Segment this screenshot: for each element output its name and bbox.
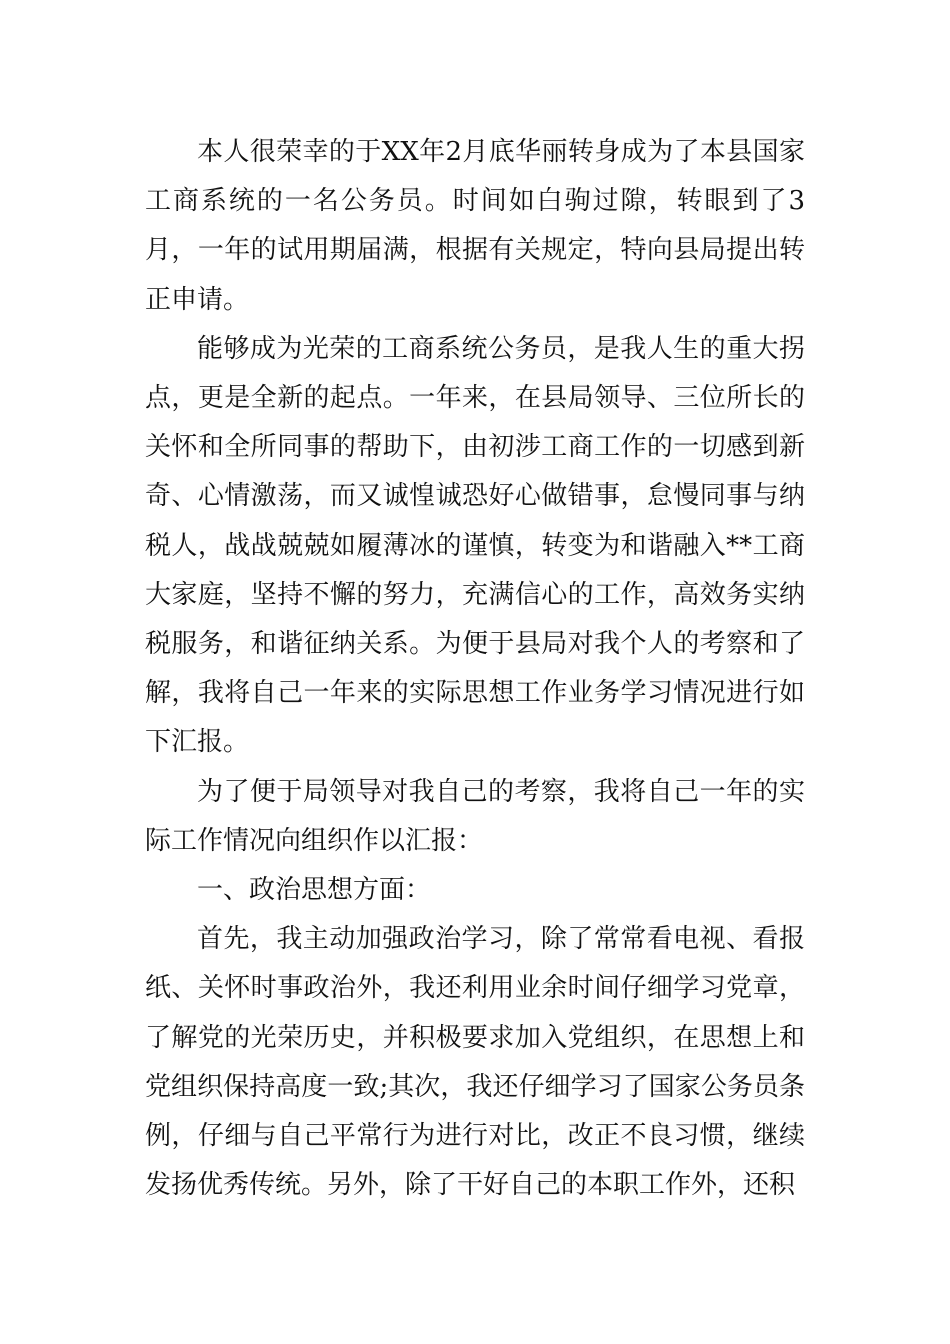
paragraph-intro: 本人很荣幸的于XX年2月底华丽转身成为了本县国家工商系统的一名公务员。时间如白驹过隙，转眼到了3月，一年的试用期届满，根据有关规定，特向县局提出转正申请。 — [145, 137, 805, 315]
document-body — [145, 128, 805, 1210]
paragraph-report-intro: 为了便于局领导对我自己的考察，我将自己一年的实际工作情况向组织作以汇报： — [145, 776, 805, 856]
paragraph-summary: 能够成为光荣的工商系统公务员，是我人生的重大拐点，更是全新的起点。一年来，在县局领导、三位所长的关怀和全所同事的帮助下，由初涉工商工作的一切感到新奇、心情激荡，而又诚惶诚恐好心做错事，怠慢同事与纳税人，战战兢兢如履薄冰的谨慎，转变为和谐融入**工商大家庭，坚持不懈的努力，充满信心的工作，高效务实纳税服务，和谐征纳关系。为便于县局对我个人的考察和了解，我将自己一年来的实际思想工作业务学习情况进行如下汇报。 — [145, 333, 805, 758]
paragraph-politics: 首先，我主动加强政治学习，除了常常看电视、看报纸、关怀时事政治外，我还利用业余时间仔细学习党章，了解党的光荣历史，并积极要求加入党组织，在思想上和党组织保持高度一致;其次，我还仔细学习了国家公务员条例，仔细与自己平常行为进行对比，改正不良习惯，继续发扬优秀传统。另外，除了干好自己的本职工作外，还积 — [145, 924, 805, 1201]
section-heading-politics: 一、政治思想方面： — [197, 875, 432, 906]
